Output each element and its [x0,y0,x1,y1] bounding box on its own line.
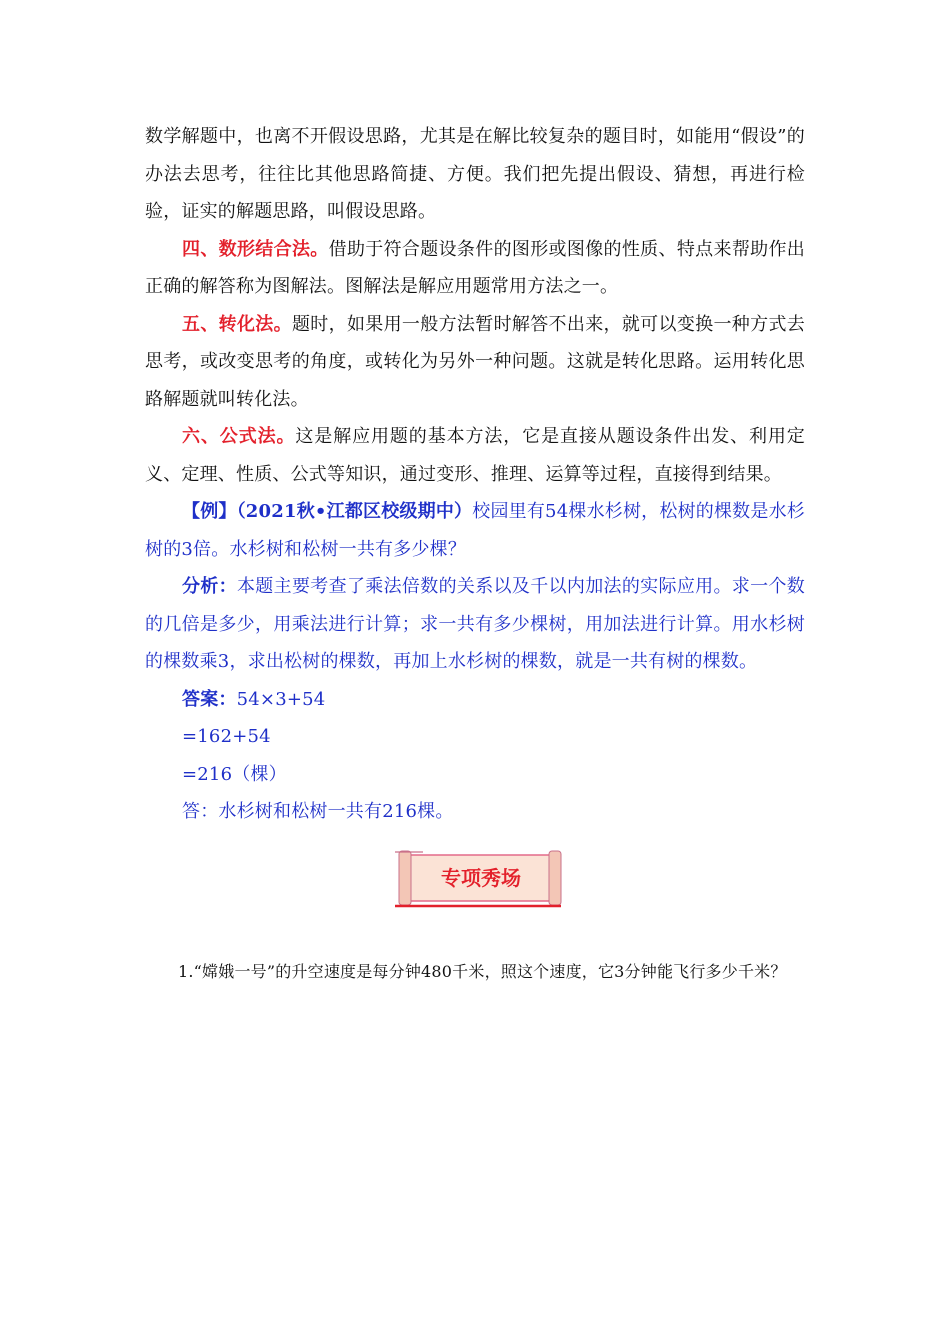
example-question: 校园里有54棵水杉树，松树的棵数是水杉树的3倍。水杉树和松树一共有多少棵？ [145,501,805,560]
example-label: 【例】 [182,501,237,522]
analysis-paragraph [145,568,805,681]
method-four-text: 借助于符合题设条件的图形或图像的性质、特点来帮助作出正确的解答称为图解法。图解法是解应用题常用方法之一。 [145,238,805,297]
analysis-label: 分析： [182,576,237,597]
answer-line-3: =216（棵） [182,763,287,785]
method-six [145,418,805,493]
method-six-text: 这是解应用题的基本方法，它是直接从题设条件出发、利用定义、定理、性质、公式等知识，通过变形、推理、运算等过程，直接得到结果。 [145,426,805,485]
answer-final: 答：水杉树和松树一共有216棵。 [182,801,454,822]
banner-title: 专项秀场 [441,865,521,890]
method-five-text: 题时，如果用一般方法暂时解答不出来，就可以变换一种方式去思考，或改变思考的角度，或转化为另外一种问题。这就是转化思路。运用转化思路解题就叫转化法。 [145,313,805,410]
answer-line-1 [145,681,805,719]
example-source: （2021秋•江都区校级期中） [236,501,473,522]
answer-label: 答案： [182,688,237,710]
method-six-title: 六、公式法。 [182,426,296,447]
document-page [145,118,805,991]
question-1: 1.“嫦娥一号”的升空速度是每分钟480千米，照这个速度，它3分钟能飞行多少千米？ [178,961,787,981]
method-four [145,231,805,306]
example-paragraph [145,493,805,568]
analysis-text: 本题主要考查了乘法倍数的关系以及千以内加法的实际应用。求一个数的几倍是多少，用乘法进行计算；求一共有多少棵树，用加法进行计算。用水杉树的棵数乘3，求出松树的棵数，再加上水杉树的棵数，就是一共有树的棵数。 [145,576,805,672]
section-banner [145,841,805,921]
method-four-title: 四、数形结合法。 [182,238,329,260]
method-five [145,306,805,419]
scroll-banner-icon [393,849,563,909]
answer-expression: 54×3+54 [236,688,326,710]
intro-paragraph: 数学解题中，也离不开假设思路，尤其是在解比较复杂的题目时，如能用“假设”的办法去思考，往往比其他思路简捷、方便。我们把先提出假设、猜想，再进行检验，证实的解题思路，叫假设思路。 [145,126,805,222]
answer-line-2: =162+54 [182,726,271,747]
method-five-title: 五、转化法。 [182,313,292,335]
